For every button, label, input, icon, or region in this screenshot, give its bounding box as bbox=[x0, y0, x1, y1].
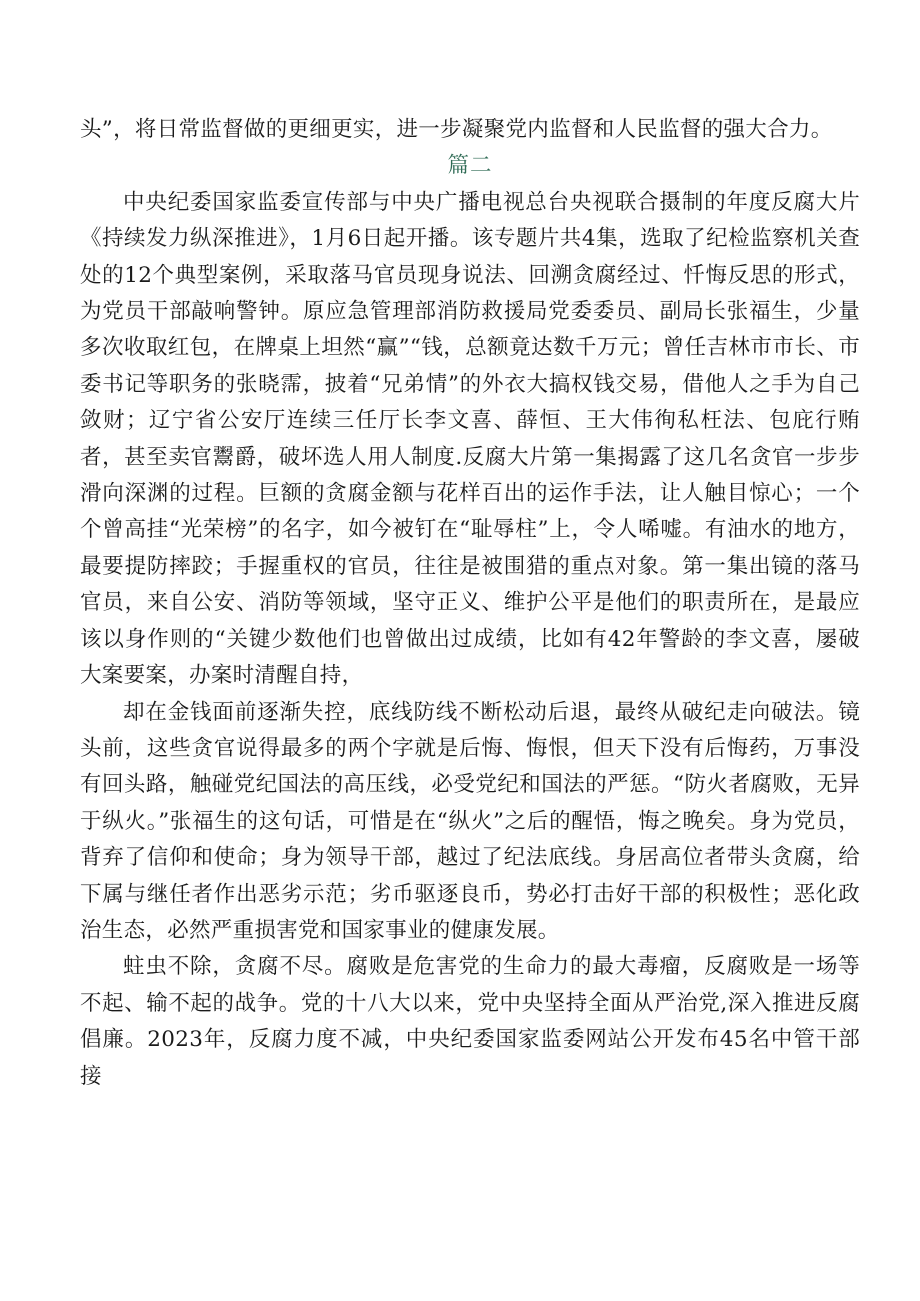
document-page bbox=[80, 112, 860, 1095]
paragraph-2: 却在金钱面前逐渐失控，底线防线不断松动后退，最终从破纪走向破法。镜头前，这些贪官说得最多的两个字就是后悔、悔恨，但天下没有后悔药，万事没有回头路，触碰党纪国法的高压线，必受党纪和国法的严惩。“防火者腐败，无异于纵火。”张福生的这句话，可惜是在“纵火”之后的醒悟，悔之晚矣。身为党员，背弃了信仰和使命；身为领导干部，越过了纪法底线。身居高位者带头贪腐，给下属与继任者作出恶劣示范；劣币驱逐良币，势必打击好干部的积极性；恶化政治生态，必然严重损害党和国家事业的健康发展。 bbox=[80, 699, 860, 943]
paragraph-1: 中央纪委国家监委宣传部与中央广播电视总台央视联合摄制的年度反腐大片《持续发力纵深推进》，1月6日起开播。该专题片共4集，选取了纪检监察机关查处的12个典型案例，采取落马官员现身说法、回溯贪腐经过、忏悔反思的形式，为党员干部敲响警钟。原应急管理部消防救援局党委委员、副局长张福生，少量多次收取红包，在牌桌上坦然“赢”“钱，总额竟达数千万元；曾任吉林市市长、市委书记等职务的张晓霈，披着“兄弟情”的外衣大搞权钱交易，借他人之手为自己敛财；辽宁省公安厅连续三任厅长李文喜、薛恒、王大伟徇私枉法、包庇行贿者，甚至卖官鬻爵，破坏选人用人制度.反腐大片第一集揭露了这几名贪官一步步滑向深渊的过程。巨额的贪腐金额与花样百出的运作手法，让人触目惊心；一个个曾高挂“光荣榜”的名字，如今被钉在“耻辱柱”上，令人唏嘘。有油水的地方，最要提防摔跤；手握重权的官员，往往是被围猎的重点对象。第一集出镜的落马官员，来自公安、消防等领域，坚守正义、维护公平是他们的职责所在，是最应该以身作则的“关键少数他们也曾做出过成绩，比如有42年警龄的李文喜，屡破大案要案，办案时清醒自持， bbox=[80, 189, 860, 689]
section-title: 篇二 bbox=[447, 153, 493, 179]
paragraph-3: 蛀虫不除，贪腐不尽。腐败是危害党的生命力的最大毒瘤，反腐败是一场等不起、输不起的战争。党的十八大以来，党中央坚持全面从严治党,深入推进反腐倡廉。2023年，反腐力度不减，中央纪委国家监委网站公开发布45名中管干部接 bbox=[80, 954, 860, 1089]
carryover-paragraph: 头”，将日常监督做的更细更实，进一步凝聚党内监督和人民监督的强大合力。 bbox=[80, 117, 833, 142]
